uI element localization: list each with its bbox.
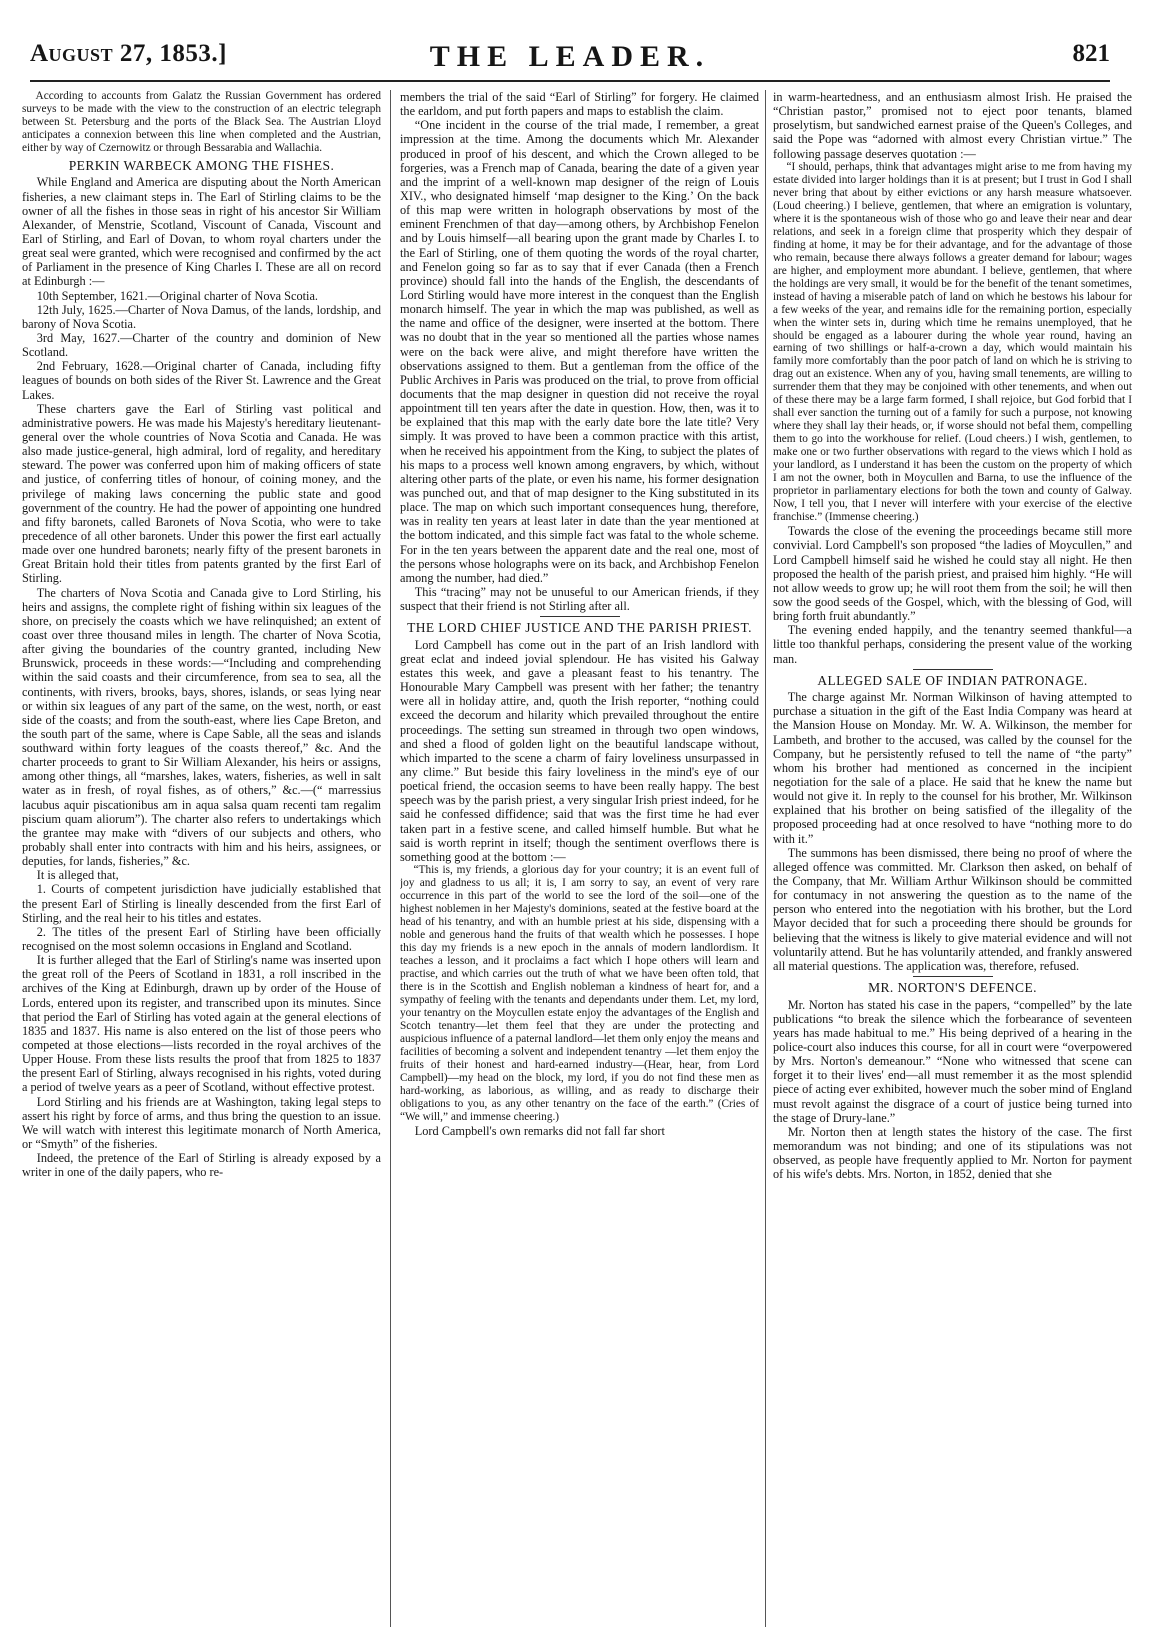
newspaper-title: THE LEADER.	[429, 40, 711, 73]
article-heading-lord-chief-justice: THE LORD CHIEF JUSTICE AND THE PARISH PRIEST.	[407, 620, 752, 636]
charter-entry: 10th September, 1621.—Original charter of Nova Scotia.	[36, 288, 318, 303]
paragraph: These charters gave the Earl of Stirling vast political and administrative powers. He was made his Majesty's hereditary lieutenant-general over the whole countries of Nova Scotia and Canada. He was also made justice-general, high admiral, lord of regality, and hereditary steward. The power was conferred upon him of making officers of state and justice, of conferring titles of honour, of coining money, and the privilege of making laws concerning the public state and good government of the country. He had the power of appointing one hundred and fifty baronets, called Baronets of Nova Scotia, who were to take precedence of all other baronets. Under this power the first earl actually made over one hundred baronets; nearly fifty of the present baronets in Great Britain hold their titles from patents granted by the first Earl of Stirling.	[22, 401, 381, 586]
paragraph: members the trial of the said “Earl of Stirling” for forgery. He claimed the earldom, and put forth papers and maps to establish the claim.	[400, 90, 759, 119]
paragraph: This “tracing” may not be unuseful to our American friends, if they suspect that their friend is not Stirling after all.	[400, 584, 759, 614]
article-heading-perkin-warbeck: PERKIN WARBECK AMONG THE FISHES.	[68, 157, 335, 173]
column-divider	[390, 90, 391, 1627]
paragraph: in warm-heartedness, and an enthusiasm almost Irish. He praised the “Christian pastor,” promised not to eject poor tenants, blamed proselytism, but sandwiched earnest praise of the Queen's Colleges, and said the Pope was “adorned with almost every Christian virtue.” The following passage deserves quotation :—	[773, 90, 1132, 161]
charter-entry: 3rd May, 1627.—Charter of the country and dominion of New Scotland.	[22, 330, 381, 360]
paragraph: 1. Courts of competent jurisdiction have judicially established that the present Earl of Stirling is lineally descended from the first Earl of Stirling, and the real heir to his titles and estates.	[22, 882, 381, 925]
issue-date: August 27, 1853.]	[30, 40, 227, 67]
quoted-paragraph: “One incident in the course of the trial made, I remember, a great impression at the time. Among the documents which Mr. Alexander produced in proof of his descent, and which the Crown alleged to be forgeries, was a French map of Canada, bearing the date of a given year and the imprint of a well-known map designer of the reign of Louis XIV., who designated himself ‘map designer to the King.’ On the back of this map were written in holograph observations by most of the eminent Frenchmen of that day—among others, by Archbishop Fenelon and by Louis himself—all bearing upon the grant made by Charles I. to the Earl of Stirling, one of them quoting the words of the royal charter, and Fenelon going so far as to say that if ever Canada (then a French province) should fall into the hands of the English, the descendants of Lord Stirling would have more interest in the conquest than the English monarch himself. The year in which the map was published, as well as the name and office of the designer, were inserted at the bottom. There was no doubt that in the year so mentioned all the parties whose names were on the back were alive, and might therefore have written the observations assigned to them. But a gentleman from the office of the Public Archives in Paris was produced on the trial, to prove from official documents that the map designer in question did not receive the royal appointment till ten years after the date in question. How, then, was it to be explained that this map with the early date bore the late title? Very simply. It was proved to have been a common practice with this artist, when he received his appointment from the King, to subject the plates of his maps to a process well known among engravers, by which, without altering other parts of the plate, or even his name, his former designation was punched out, and that of map designer to the King substituted in its place. The map on which such important consequences hung, therefore, was in reality ten years at least later in date than the year mentioned at the bottom indicated, and this simple fact was fatal to the whole scheme. For in the ten years between the apparent date and the real one, most of the persons whose holographs were on its back, and Archbishop Fenelon among the number, had died.”	[400, 118, 759, 585]
section-rule	[913, 669, 993, 670]
paragraph: Indeed, the pretence of the Earl of Stirling is already exposed by a writer in one of the daily papers, who re-	[22, 1151, 381, 1180]
paragraph: The evening ended happily, and the tenantry seemed thankful—a little too thankful perhaps, considering the present value of the working man.	[773, 623, 1132, 666]
article-heading-nortons-defence: MR. NORTON'S DEFENCE.	[868, 980, 1037, 995]
section-rule	[913, 976, 993, 977]
paragraph: Lord Stirling and his friends are at Washington, taking legal steps to assert his right by force of arms, and thus bring the question to an issue. We will watch with interest this legitimate monarch of North America, or “Smyth” of the fisheries.	[22, 1094, 381, 1151]
paragraph: Towards the close of the evening the proceedings became still more convivial. Lord Campbell's son proposed “the ladies of Moycullen,” and Lord Campbell himself said he wished he could stay all night. He then proposed the health of the parish priest, and praised him highly. “He will not allow weeds to grow up; he will root them from the soil; he will then sow the good seeds of the Gospel, which, with the blessing of God, will bring forth fruit abundantly.”	[773, 524, 1132, 624]
article-heading-indian-patronage: ALLEGED SALE OF INDIAN PATRONAGE.	[817, 672, 1088, 688]
page-number: 821	[1072, 40, 1110, 67]
quoted-speech: “This is, my friends, a glorious day for your country; it is an event full of joy and gladness to us all; it is, I am sorry to say, an event of very rare occurrence in this part of the world to see the lord of the soil—one of the highest noblemen in her Majesty's dominions, seated at the festive board at the head of his tenantry, and with an humble priest at his side, dispensing with a noble and generous hand the fruits of that wealth which he possesses. I hope this day my friends is a new epoch in the annals of modern landlordism. It teaches a lesson, and it proclaims a fact which I hope others will learn and practise, and which carries out the truth of what we have been often told, that there is in the Scottish and English nobleman a kindness of heart for, and a sympathy of feeling with the tenants and dependants under them. Let, my lord, your tenantry on the Moycullen estate enjoy the advantages of the English and Scotch tenantry—let them feel that they are under the protecting and auspicious influence of a paternal landlord—let them only enjoy the means and facilities of becoming a solvent and independent tenantry —let them enjoy the fruits of their honest and hard-earned industry—(Hear, hear, from Lord Campbell)—my head on the block, my lord, if you do not find these men as hard-working, as laborious, as willing, and as ready to discharge their obligations to you, as any other tenantry on the face of the earth.” (Cries of “We will,” and immense cheering.)	[400, 863, 759, 1123]
charter-entry: 2nd February, 1628.—Original charter of Canada, including fifty leagues of bounds on both sides of the River St. Lawrence and the Great Lakes.	[22, 359, 381, 402]
column-2	[400, 90, 759, 1629]
paragraph: 2. The titles of the present Earl of Stirling have been officially recognised on the most solemn occasions in England and Scotland.	[22, 924, 381, 954]
paragraph: While England and America are disputing about the North American fisheries, a new claimant steps in. The Earl of Stirling claims to be the owner of all the fishes in those seas in right of his ancestor Sir William Alexander, of Menstrie, Scotland, Viscount of Canada, Viscount and Earl of Stirling, and Earl of Dovan, to whom royal charters under the great seal were granted, which were recognised and confirmed by the act of Parliament in the presence of King Charles I. These are all on record at Edinburgh :—	[22, 175, 381, 289]
header-rule	[30, 80, 1110, 82]
paragraph: The charters of Nova Scotia and Canada give to Lord Stirling, his heirs and assigns, the complete right of fishing within six leagues of the shore, on precisely the coasts which we have relinquished; an extent of coast over three thousand miles in length. The charter of Nova Scotia, after giving the boundaries of the country granted, including New Brunswick, proceeds in these words:—“Including and comprehending within the said coasts and their circumference, from sea to sea, all the continents, with rivers, brooks, bays, shores, islands, or seas lying near or within six leagues of any part of the same, on the west, north, or east side of the coasts; and from the south-east, where lies Cape Breton, and the south part of the same, where is Cape Sable, all the seas and islands southward within forty leagues of the coasts thereof,” &c. And the charter proceeds to grant to Sir William Alexander, his heirs or assigns, among other things, all “marshes, lakes, waters, fisheries, as well in salt water as in fresh, of royal fishes, as of others,” &c.—(“ marressius lacubus aquir piscationibus am in aqua salsa quam recenti tam regalim piscium quam aliorum”). The charter also refers to undertakings which the grantee may make with “divers of our subjects and others, who probably shall enter into contracts with him and his heirs, assignees, or deputies, for lands, fisheries,” &c.	[22, 585, 381, 869]
paragraph: The summons has been dismissed, there being no proof of where the alleged offence was committed. Mr. Clarkson then asked, on behalf of the Company, that Mr. William Arthur Wilkinson should be committed for contumacy in not answering the question as to the name of the person who entered into the negotiation with his brother, but the Lord Mayor decided that for such a proceeding there should be grounds for believing that the witness is likely to give material evidence and will not voluntarily attend. But he has voluntarily attended, and frankly answered all material questions. The application was, therefore, refused.	[773, 845, 1132, 973]
column-divider	[765, 90, 766, 1627]
paragraph: It is alleged that,	[36, 868, 119, 883]
paragraph: Mr. Norton has stated his case in the papers, “compelled” by the late publications “to break the silence which the forbearance of seventeen years has made habitual to me.” His being deprived of a hearing in the police-court also induces this course, for all in court were “overpowered by Mrs. Norton's demeanour.” “None who witnessed that scene can forget it to their lives' end—all must remember it as the most splendid piece of acting ever exhibited, however much the sober mind of England must revolt against the disgrace of a court of justice being turned into the stage of Drury-lane.”	[773, 997, 1132, 1125]
paragraph: It is further alleged that the Earl of Stirling's name was inserted upon the great roll of the Peers of Scotland in 1831, a roll inscribed in the archives of the King at Edinburgh, drawn up by order of the House of Lords, entered upon its register, and transcribed upon its minutes. Since that period the Earl of Stirling has voted again at the general elections of 1835 and 1837. His name is also entered on the list of those peers who competed at those elections—lists recorded in the royal archives of the Upper House. From these lists results the proof that from 1825 to 1837 the present Earl of Stirling, always recognised in his rights, voted during a period of twelve years as a peer of Scotland, without effective protest.	[22, 953, 381, 1095]
section-rule	[540, 616, 620, 617]
paragraph: The charge against Mr. Norman Wilkinson of having attempted to purchase a situation in the gift of the East India Company was heard at the Mansion House on Monday. Mr. W. A. Wilkinson, the member for Lambeth, and brother to the accused, was called by the counsel for the Company, but he persistently refused to tell the name of “the party” whom his brother had mentioned as concerned in the incipient negotiation for the sale of a place. He said that he knew the name but would not give it. In reply to the counsel for his brother, Mr. Wilkinson explained that his brother on being satisfied of the illegality of the proposed proceeding had at once resolved to have “nothing more to do with it.”	[773, 690, 1132, 846]
telegraph-news-paragraph: According to accounts from Galatz the Russian Government has ordered surveys to be made with the view to the construction of an electric telegraph between St. Petersburg and the ports of the Black Sea. The Austrian Lloyd anticipates a connexion between this line when completed and the Austrian, either by way of Czernowitz or through Bessarabia and Wallachia.	[22, 90, 381, 154]
paragraph: Lord Campbell has come out in the part of an Irish landlord with great eclat and indeed jovial splendour. He has visited his Galway estates this week, and gave a pleasant feast to his tenantry. The Honourable Mary Campbell was present with her father; the tenantry were all in holiday attire, and, quoth the Irish reporter, “nothing could exceed the decorum and hilarity which prevailed throughout the entire proceedings. The setting sun streamed in through two open windows, and shed a flood of golden light on the beautiful landscape without, which imparted to the scene a charm of fairy loveliness unsurpassed in any clime.” But beside this fairy loveliness in the mind's eye of our poetical friend, the occasion seems to have been really happy. The best speech was by the parish priest, a very singular Irish priest indeed, for he said he confessed diffidence; said that was the first time he had ever taken part in a festive scene, and called himself humble. But what he said is worth reprint in itself; though the sentiment overflows there is something good at the bottom :—	[400, 637, 759, 864]
masthead	[30, 40, 1110, 74]
paragraph: Mr. Norton then at length states the history of the case. The first memorandum was not binding; and one of its stipulations was not observed, as people have frequently applied to Mr. Norton for payment of his wife's debts. Mrs. Norton, in 1852, denied that she	[773, 1124, 1132, 1182]
column-3	[773, 90, 1132, 1629]
quoted-speech: “I should, perhaps, think that advantages might arise to me from having my estate divided into larger holdings than it is at present; but I trust in God I shall never bring that about by either evictions or any harsh measure whatsoever. (Loud cheering.) I believe, gentlemen, that where an emigration is voluntary, where it is the spontaneous wish of those who go and leave their near and dear relations, and seek in a foreign clime that prosperity which they despair of finding at home, it may be for their advantage, and for the advantage of those who remain, because there always follows a greater demand for labour; wages are higher, and employment more abundant. I believe, gentlemen, that where the holdings are very small, it would be for the benefit of the tenant sometimes, instead of having a miserable patch of land on which he bestows his labour for a few weeks of the year, and remains idle for the remaining portion, especially when the winter sets in, during which time he remains unemployed, that he should be engaged as a labourer during the whole year round, having an earning of two shillings or half-a-crown a day, which would maintain his family more comfortably than the poor patch of land on which he is striving to drag out an existence. When any of you, having small tenements, are willing to surrender them that they may be conjoined with other tenements, and when out of these there may be a large farm formed, I shall rejoice, but God forbid that I shall ever sanction the turning out of a family for such a purpose, not knowing where they shall lay their heads, or, if worse should not befal them, compelling them to go into the workhouse for relief. (Loud cheers.) I wish, gentlemen, to make one or two further observations with regard to the views which I hold as your landlord, as I understand it has been the custom on the property of which I am not the owner, both in Moycullen and Barna, to use the influence of the proprietor in parliamentary elections for both the town and county of Galway. Now, I tell you, that I never will interfere with your exercise of the elective franchise.” (Immense cheering.)	[773, 160, 1132, 524]
charter-entry: 12th July, 1625.—Charter of Nova Damus, of the lands, lordship, and barony of Nova Scotia.	[22, 302, 381, 331]
column-1	[22, 90, 381, 1629]
paragraph: Lord Campbell's own remarks did not fall far short	[414, 1123, 665, 1138]
